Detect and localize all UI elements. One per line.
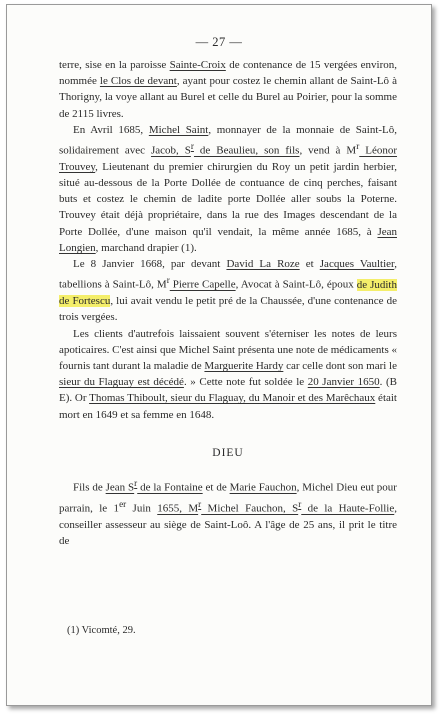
page-body: [59, 57, 397, 549]
superscript: r: [166, 275, 170, 286]
scanned-page: [6, 4, 432, 706]
underlined-text: 20 Janvier 1650: [307, 376, 380, 389]
text-run: car celle dont son mari le: [283, 359, 397, 372]
text-run: , lui avait vendu le petit pré de la Chaussée, d'une contenance de trois vergées.: [59, 295, 397, 324]
text-run: . » Cette note fut soldée le: [183, 376, 308, 389]
text-run: terre, sise en la paroisse: [59, 59, 170, 71]
underlined-text: David La Roze: [226, 258, 300, 271]
text-run: . (B E). Or: [59, 376, 398, 405]
underlined-text: de la Haute-Follie: [301, 502, 395, 515]
underlined-text: sieur du Flaguay est décédé: [59, 376, 184, 389]
underlined-text: le Clos de devant: [99, 75, 177, 88]
text-run: , conseiller assesseur au siège de Saint-Loô. A l'âge de 25 ans, il prit le titre de: [59, 502, 397, 547]
underlined-text: Léonor Trouvey: [59, 144, 398, 173]
text-run: , marchand drapier (1).: [95, 241, 197, 254]
paragraph-4: [59, 326, 397, 423]
text-run: était mort en 1649 et sa femme en 1648.: [59, 392, 397, 421]
underlined-text: Sainte-Croix: [169, 59, 226, 71]
underlined-text: Michel Fauchon, S: [201, 502, 299, 515]
underlined-text: Jacob, S: [150, 144, 191, 157]
text-run: , ayant pour costez le chemin allant de Saint-Lô à Thorigny, la voye allant au Burel et celle du Burel au Poirier, pour la somme de 2115 livres.: [59, 75, 397, 120]
text-run: Fils de: [73, 481, 106, 494]
superscript: er: [119, 498, 127, 509]
text-run: , Lieutenant du premier chirurgien du Roy un petit jardin herbier, situé au-dessous de la Porte Dollée de contuance de cinq perches, faisant buts et costez le chemin de ladite porte Dollée aller soubs la Poterne. Trouvey était déjà propriétaire, dans la rue des Images descendant de la Porte Dollée, d'une maison qu'il vendait, la même année 1685, à: [59, 160, 397, 238]
underlined-text: Marguerite Hardy: [204, 359, 284, 372]
underlined-text: Jean S: [105, 481, 135, 494]
section-heading: DIEU: [212, 446, 244, 459]
text-run: En Avril 1685,: [73, 123, 149, 136]
superscript: r: [134, 477, 138, 488]
text-run: et de: [202, 481, 230, 494]
text-run: Juin: [126, 502, 158, 515]
underlined-text: Thomas Thiboult, sieur du Flaguay, du Manoir et des Marêchaux: [89, 392, 376, 405]
underlined-text: Marie Fauchon: [229, 481, 297, 494]
highlighted-text: de Judith de Fortescu: [59, 278, 397, 308]
underlined-text: Michel Saint: [148, 123, 209, 136]
underlined-text: 1655, M: [157, 502, 199, 515]
text-run: , Michel Dieu eut pour parrain, le 1: [59, 481, 397, 515]
text-run: , vend à M: [299, 144, 357, 157]
text-run: , tabellions à Saint-Lô, M: [59, 258, 397, 291]
paragraph-3: [59, 256, 397, 325]
underlined-text: Jacques Vaultier: [319, 258, 395, 271]
text-run: Le 8 Janvier 1668, par devant: [73, 258, 227, 271]
text-run: et: [299, 258, 320, 271]
superscript: r: [298, 498, 302, 509]
underlined-text: Jean Longien: [59, 225, 397, 254]
superscript: r: [198, 498, 202, 509]
paragraph-1: [59, 57, 397, 122]
paragraph-2: [59, 122, 397, 256]
superscript: r: [356, 141, 360, 152]
text-run: , Avocat à Saint-Lô, époux: [235, 278, 357, 291]
paragraph-5: [59, 475, 397, 549]
page-number: — 27 —: [195, 35, 243, 49]
underlined-text: de la Fontaine: [137, 481, 203, 494]
underlined-text: Pierre Capelle: [169, 278, 236, 291]
underlined-text: de Beaulieu, son fils: [193, 144, 300, 157]
text-run: Les clients d'autrefois laissaient souvent s'éterniser les notes de leurs apoticaires. C'est ainsi que Michel Saint présenta une note de médicaments « fournis tant durant la maladie de: [59, 327, 397, 372]
footnote: (1) Vicomté, 29.: [67, 625, 136, 636]
superscript: r: [190, 141, 194, 152]
text-run: , monnayer de la monnaie de Saint-Lô, solidairement avec: [59, 123, 398, 157]
text-run: de contenance de 15 vergées environ, nommée: [59, 59, 398, 88]
